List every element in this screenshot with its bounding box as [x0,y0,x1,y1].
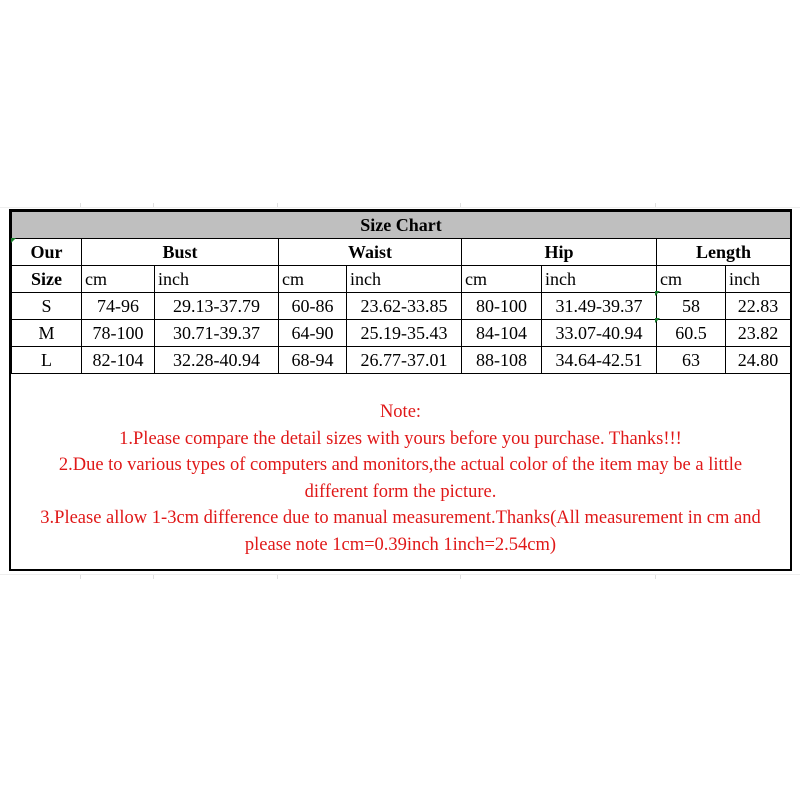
waist-inch-cell: 25.19-35.43 [347,320,462,347]
size-chart-sheet [9,209,792,571]
size-label: M [12,320,82,347]
hip-inch-cell: 33.07-40.94 [542,320,657,347]
note-line: 3.Please allow 1-3cm difference due to manual measurement.Thanks(All measurement in cm and [40,508,761,528]
waist-cm-cell: 68-94 [279,347,347,374]
unit-header: inch [347,266,462,293]
table-row [12,293,791,320]
length-inch-cell: 23.82 [726,320,791,347]
background-gridline [0,207,800,208]
length-cm-cell: 63 [657,347,726,374]
background-tick [460,203,461,207]
our-size-label-top: Our [12,239,82,266]
bust-cm-cell: 74-96 [82,293,155,320]
background-tick [655,203,656,207]
length-cm-cell: 58 [657,293,726,320]
unit-header: inch [542,266,657,293]
notes-block [11,399,790,558]
group-header-length: Length [657,239,791,266]
unit-header: cm [657,266,726,293]
size-chart-table [11,211,791,374]
waist-cm-cell: 60-86 [279,293,347,320]
bust-inch-cell: 30.71-39.37 [155,320,279,347]
table-row [12,320,791,347]
note-line: 2.Due to various types of computers and monitors,the actual color of the item may be a little [58,455,743,475]
background-tick [153,575,154,579]
note-line: different form the picture. [304,481,497,502]
hip-cm-cell: 84-104 [462,320,542,347]
cell-comment-marker [655,291,660,296]
background-tick [277,575,278,579]
size-label: S [12,293,82,320]
waist-inch-cell: 26.77-37.01 [347,347,462,374]
bust-cm-cell: 82-104 [82,347,155,374]
hip-cm-cell: 88-108 [462,347,542,374]
bust-inch-cell: 32.28-40.94 [155,347,279,374]
size-label: L [12,347,82,374]
background-tick [655,575,656,579]
background-tick [153,203,154,207]
cell-comment-marker [655,318,660,323]
waist-inch-cell: 23.62-33.85 [347,293,462,320]
bust-cm-cell: 78-100 [82,320,155,347]
background-tick [80,203,81,207]
note-line: please note 1cm=0.39inch 1inch=2.54cm) [244,534,557,555]
unit-header: inch [155,266,279,293]
unit-header: cm [279,266,347,293]
table-row [12,347,791,374]
note-line: 1.Please compare the detail sizes with yours before you purchase. Thanks!!! [119,428,682,449]
our-size-label-bottom: Size [12,266,82,293]
length-inch-cell: 24.80 [726,347,791,374]
length-inch-cell: 22.83 [726,293,791,320]
group-header-hip: Hip [462,239,657,266]
length-cm-cell: 60.5 [657,320,726,347]
group-header-bust: Bust [82,239,279,266]
background-tick [80,575,81,579]
unit-header: cm [462,266,542,293]
background-gridline [0,574,800,575]
bust-inch-cell: 29.13-37.79 [155,293,279,320]
waist-cm-cell: 64-90 [279,320,347,347]
hip-inch-cell: 31.49-39.37 [542,293,657,320]
chart-title: Size Chart [12,212,791,239]
group-header-waist: Waist [279,239,462,266]
hip-cm-cell: 80-100 [462,293,542,320]
background-tick [460,575,461,579]
hip-inch-cell: 34.64-42.51 [542,347,657,374]
background-tick [277,203,278,207]
unit-header: inch [726,266,791,293]
cell-comment-marker [11,238,16,243]
unit-header: cm [82,266,155,293]
notes-heading: Note: [379,402,422,422]
